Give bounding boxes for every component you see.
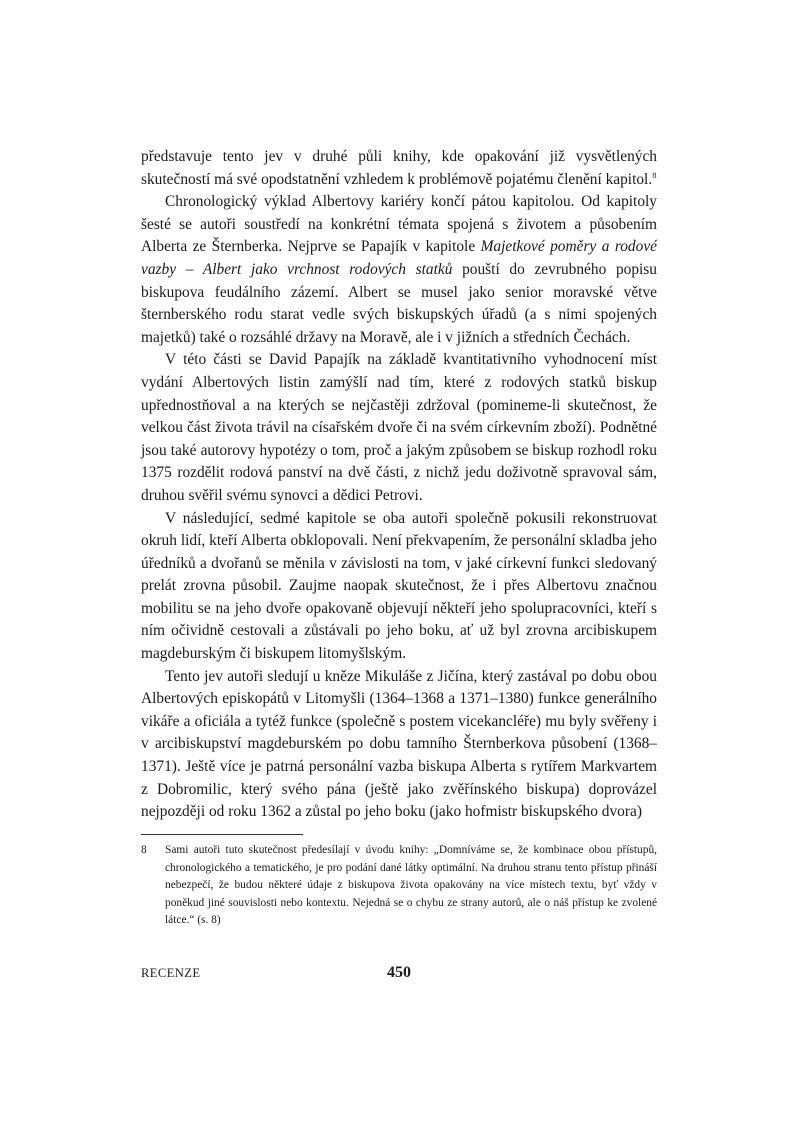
paragraph bbox=[141, 146, 657, 191]
paragraph: V této části se David Papajík na základě kvantitativního vyhodnocení míst vydání Albertových listin zamýšlí nad tím, které z rodových statků biskup upřednostňoval a na kterých se nejčastěji zdržoval (pomineme-li skutečnost, že velkou část života trávil na císařském dvoře či na svém církevním zboží). Podnětné jsou také autorovy hypotézy o tom, proč a jakým způsobem se biskup rozhodl roku 1375 rozdělit rodová panství na dvě části, z nichž jedu doživotně spravoval sám, druhou svěřil svému synovci a dědici Petrovi. bbox=[141, 351, 657, 504]
footnote-divider bbox=[141, 834, 303, 835]
footnote-reference: 8 bbox=[652, 169, 657, 180]
body-text bbox=[141, 146, 657, 824]
footnote-text: Sami autoři tuto skutečnost předesílají v úvodu knihy: „Domníváme se, že kombinace obou přístupů, chronologického a tematického, je pro podání dané látky optimální. Na druhou stranu tento přístup přináší nebezpečí, že budou některé údaje z biskupova života opakovány na více místech textu, byť vždy v poněkud jiné souvislosti nebo kontextu. Nejedná se o chybu ze strany autorů, ale o náš přístup ke zvolené látce.“ (s. 8) bbox=[165, 844, 657, 927]
paragraph bbox=[141, 191, 657, 349]
footnote-number: 8 bbox=[141, 844, 147, 856]
paragraph-text: pouští do zevrubného popisu biskupova feudálního zázemí. Albert se musel jako senior moravské větve šternberského rodu starat vedle svých biskupských úřadů (a s nimi spojených majetků) také o rozsáhlé državy na Moravě, ale i v jižních a středních Čechách. bbox=[141, 260, 657, 346]
footnote bbox=[141, 842, 657, 930]
page-footer bbox=[141, 966, 657, 986]
paragraph: V následující, sedmé kapitole se oba autoři společně pokusili rekonstruovat okruh lidí, kteří Alberta obklopovali. Není překvapením, že personální skladba jeho úředníků a dvořanů se měnila v závislosti na tom, v jaké církevní funkci sledovaný prelát zrovna působil. Zaujme naopak skutečnost, že i přes Albertovu značnou mobilitu se na jeho dvoře opakovaně objevují někteří jeho spolupracovníci, kteří s ním očividně cestovali a zůstávali po jeho boku, ať už byl zrovna arcibiskupem magdeburským či biskupem litomyšlským. bbox=[141, 509, 657, 663]
paragraph: Tento jev autoři sledují u kněze Mikuláše z Jičína, který zastával po dobu obou Albertových episkopátů v Litomyšli (1364–1368 a 1371–1380) funkce generálního vikáře a oficiála a tytéž funkce (společně s postem vicekancléře) mu byly svěřeny i v arcibiskupství magdeburském po dobu tamního Šternberkova působení (1368–1371). Ještě více je patrná personální vazba biskupa Alberta s rytířem Markvartem z Dobromilic, který svého pána (ještě jako zvěřínského biskupa) doprovázel nejpozději od roku 1362 a zůstal po jeho boku (jako hofmistr biskupského dvora) bbox=[141, 667, 657, 821]
paragraph-text: Chronologický výklad Albertovy kariéry končí pátou kapitolou. Od kapitoly šesté se autoři soustředí na konkrétní témata spojená s životem a působením Alberta ze Šternberka. Nejprve se Papajík v kapitole bbox=[141, 193, 657, 256]
chapter-title-italic: Majetkové poměry a rodové vazby – Albert jako vrchnost rodových statků bbox=[141, 238, 657, 278]
paragraph-text: představuje tento jev v druhé půli knihy, kde opakování již vysvětlených skutečností má své opodstatnění vzhledem k problémově pojatému členění kapitol. bbox=[141, 148, 657, 188]
running-title: RECENZE bbox=[141, 966, 201, 980]
page-number: 450 bbox=[387, 964, 411, 981]
